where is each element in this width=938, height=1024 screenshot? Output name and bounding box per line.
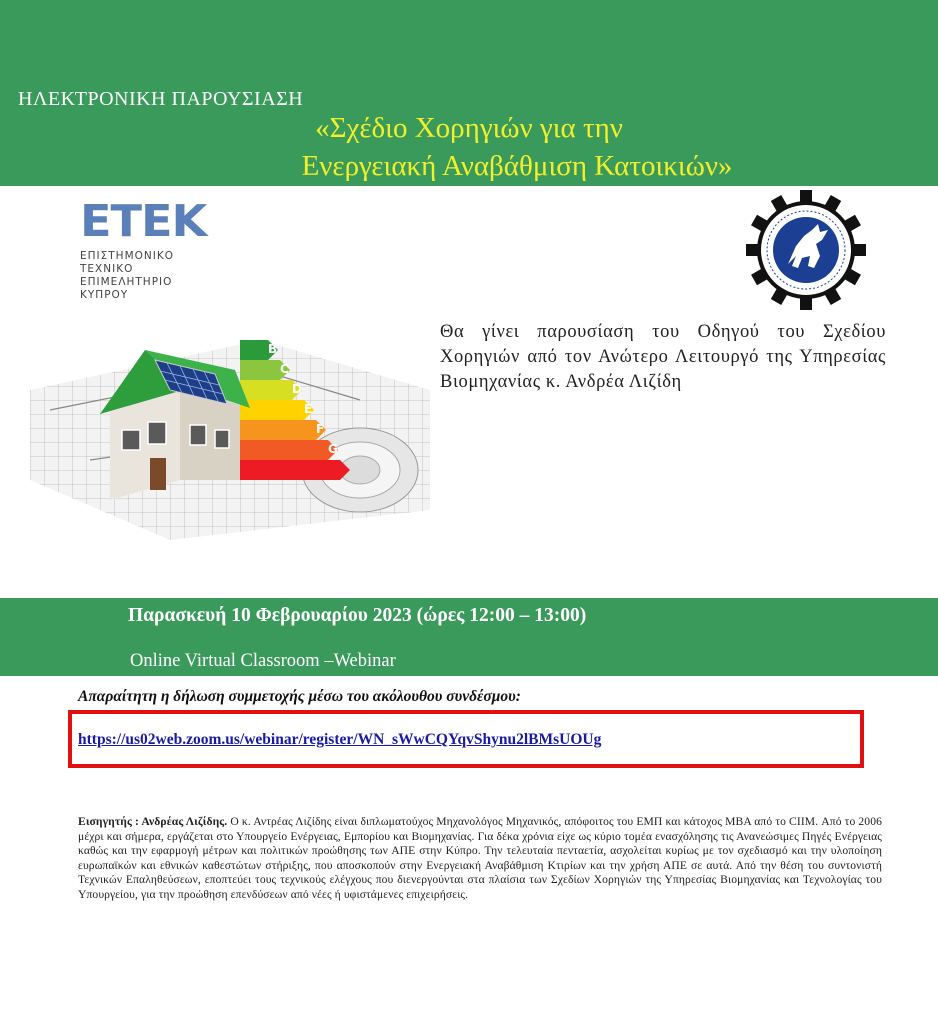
mechanical-engineers-seal-icon [730,190,882,310]
grade-label: C [280,362,289,376]
presentation-description: Θα γίνει παρουσίαση του Οδηγού του Σχεδίου Χορηγιών από τον Ανώτερο Λειτουργό της Υπηρεσίας Βιομηχανίας κ. Ανδρέα Λιζίδη [440,322,886,392]
energy-efficient-house-icon [30,330,430,540]
registration-link[interactable]: https://us02web.zoom.us/webinar/register/WN_sWwCQYqvShynu2lBMsUOUg [78,731,602,748]
speaker-bio-text: Ο κ. Αντρέας Λιζίδης είναι διπλωματούχος Μηχανολόγος Μηχανικός, απόφοιτος του ΕΜΠ και κάτοχος ΜΒΑ από το CIIM. Από το 2006 μέχρι και σήμερα, εργάζεται στο Υπουργείο Ενέργειας, Εμπορίου και Βιομηχανίας. Για δέκα χρόνια είχε ως κύριο τομέα ενασχόλησης τις Ανανεώσιμες Πηγές Ενέργειας καθώς και την εφαρμογή μέτρων και πολιτικών προώθησης των ΑΠΕ στην Κύπρο. Την τελευταία πενταετία, ασχολείται κυρίως με τον σχεδιασμό και την υλοποίηση ευρωπαϊκών και εθνικών καθεστώτων στήριξης, που αποσκοπούν στην Ενεργειακή Αναβάθμιση Κτιρίων και την χρήση ΑΠΕ σε αυτά. Από την θέση του συντονιστή Τεχνικών Επαληθεύσεων, εποπτεύει τους τεχνικούς ελέγχους που διενεργούνται στα πλαίσια των Σχεδίων Χορηγιών της Υπηρεσίας Βιομηχανίας και Τεχνολογίας του Υπουργείου, για την προώθηση επενδύσεων από νέες ή υφιστάμενες επιχειρήσεις. [78,815,882,901]
etek-logo-line: ΚΥΠΡΟΥ [80,289,129,301]
grade-label: E [304,402,313,416]
event-venue: Online Virtual Classroom –Webinar [130,651,396,671]
etek-logo-word: ETEK [80,196,207,247]
grade-label: B [268,342,278,356]
etek-logo [80,196,240,310]
etek-logo-line: ΕΠΙΜΕΛΗΤΗΡΙΟ [80,276,173,288]
event-title-line1: «Σχέδιο Χορηγιών για την [315,112,623,144]
grade-label: D [292,382,302,396]
event-type-label: ΗΛΕΚΤΡΟΝΙΚΗ ΠΑΡΟΥΣΙΑΣΗ [18,88,304,110]
grade-label: G [328,442,338,456]
event-title-line2: Ενεργειακή Αναβάθμιση Κατοικιών» [301,150,733,182]
speaker-bio [78,815,882,903]
registration-label: Απαραίτητη η δήλωση συμμετοχής μέσω του ακόλουθου συνδέσμου: [78,688,521,705]
etek-logo-line: ΕΠΙΣΤΗΜΟΝΙΚΟ [80,250,174,262]
event-date: Παρασκευή 10 Φεβρουαρίου 2023 (ώρες 12:00 – 13:00) [128,605,587,626]
etek-logo-line: ΤΕΧΝΙΚΟ [80,263,134,275]
speaker-bio-lead: Εισηγητής : Ανδρέας Λιζίδης. [78,815,228,828]
grade-label: F [316,422,325,436]
